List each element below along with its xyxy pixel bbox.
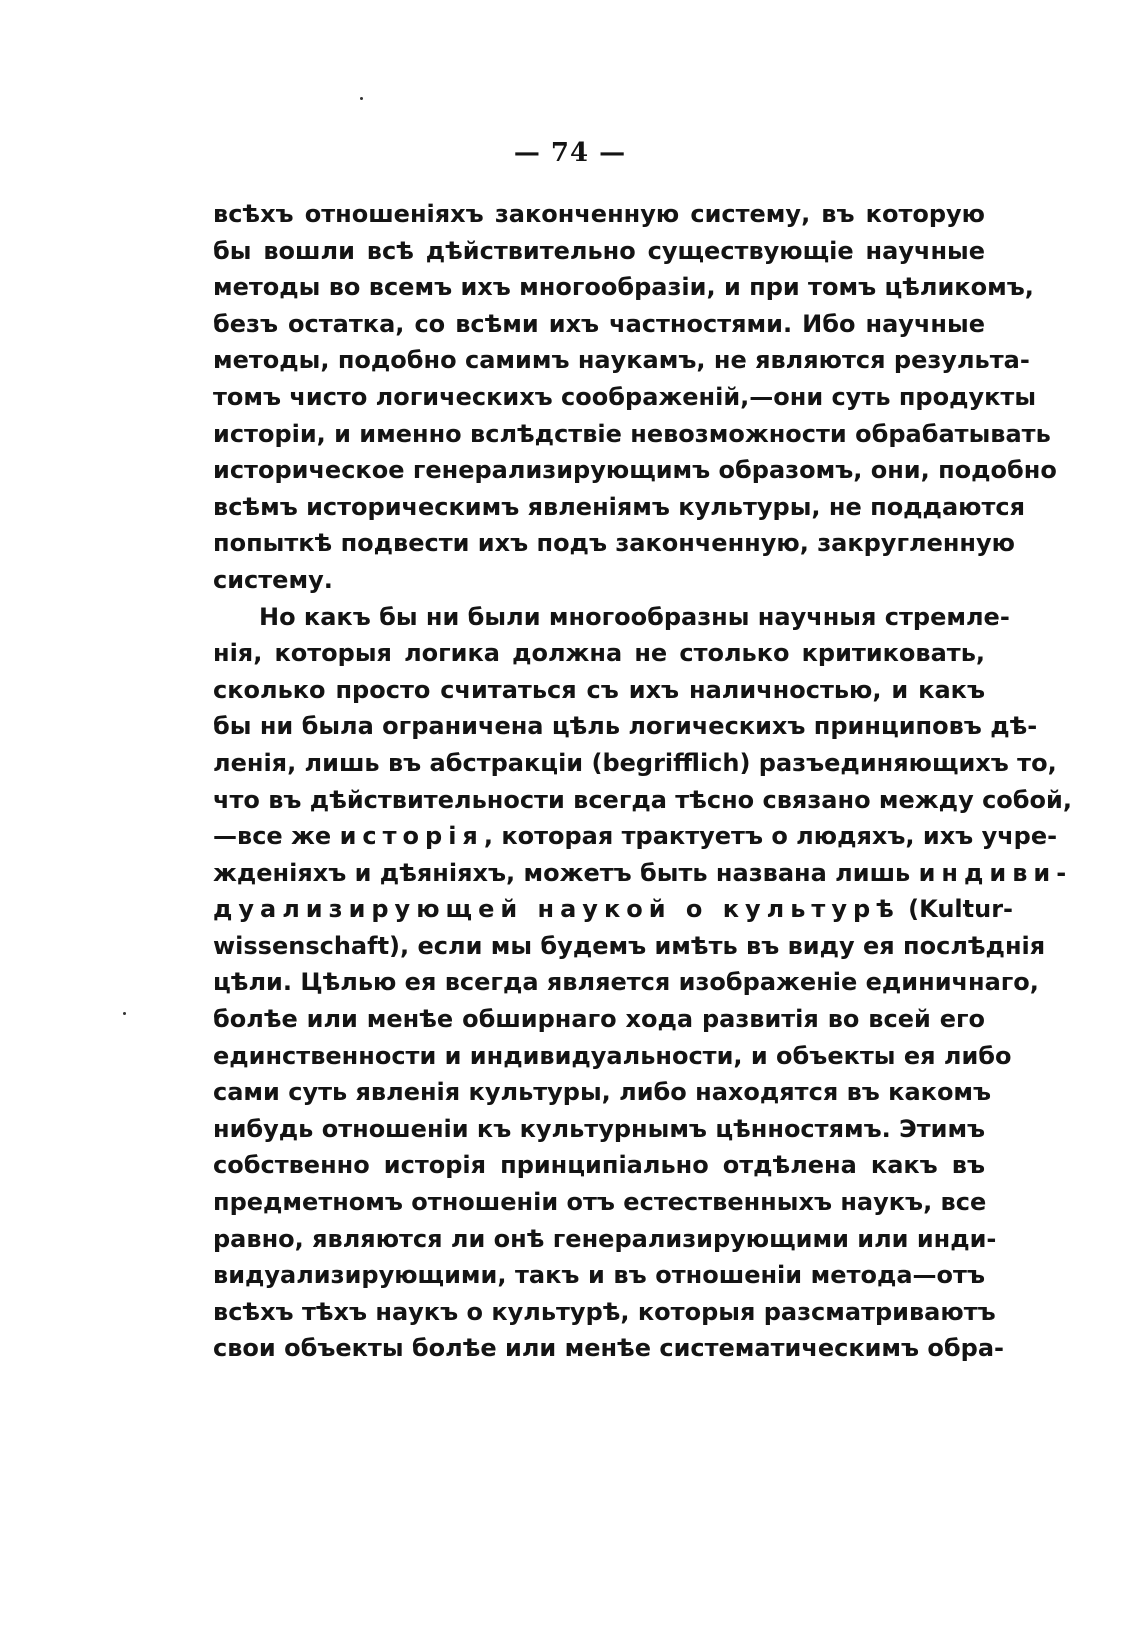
scan-speck: [123, 1012, 126, 1015]
text-fragment: жденіяхъ и дѣяніяхъ, можетъ быть названа лишь: [213, 858, 911, 887]
text-line: сами суть явленія культуры, либо находятся въ какомъ: [213, 1078, 992, 1107]
text-line: всѣхъ отношеніяхъ законченную систему, въ которую: [213, 200, 985, 228]
spaced-term: исторія: [339, 822, 484, 851]
text-line: нія, которыя логика должна не столько критиковать,: [213, 639, 985, 668]
text-line: томъ чисто логическихъ соображеній,—они суть продукты: [213, 382, 1037, 411]
text-line: единственности и индивидуальности, и объекты ея либо: [213, 1041, 1012, 1070]
text-line: всѣмъ историческимъ явленіямъ культуры, не поддаются: [213, 492, 1026, 521]
text-line: историческое генерализирующимъ образомъ, они, подобно: [213, 456, 1057, 485]
text-line: методы во всемъ ихъ многообразіи, и при томъ цѣликомъ,: [213, 273, 1034, 302]
text-line: бы ни была ограничена цѣль логическихъ принциповъ дѣ-: [213, 712, 1038, 741]
spaced-term: индиви-: [918, 858, 1073, 887]
text-line: [213, 818, 1058, 855]
text-line: свои объекты болѣе или менѣе систематическимъ обра-: [213, 1334, 1005, 1363]
body-text: [213, 196, 1073, 1367]
text-line: попыткѣ подвести ихъ подъ законченную, закругленную: [213, 529, 1015, 558]
text-line: исторіи, и именно вслѣдствіе невозможности обрабатывать: [213, 419, 1051, 448]
text-line: видуализирующими, такъ и въ отношеніи метода—отъ: [213, 1261, 985, 1290]
page-number: — 74 —: [513, 138, 627, 168]
text-line: [213, 891, 1013, 928]
spaced-term: дуализирующей наукой о культурѣ: [213, 895, 900, 924]
text-line: что въ дѣйствительности всегда тѣсно связано между собой,: [213, 785, 1072, 814]
text-line: собственно исторія принципіально отдѣлена какъ въ: [213, 1151, 985, 1180]
scan-speck: [360, 97, 363, 100]
text-fragment: , которая трактуетъ о людяхъ, ихъ учре-: [483, 822, 1058, 851]
text-line: безъ остатка, со всѣми ихъ частностями. Ибо научные: [213, 309, 985, 338]
text-line: Но какъ бы ни были многообразны научныя стремле-: [259, 602, 1010, 631]
text-line: нибудь отношеніи къ культурнымъ цѣнностямъ. Этимъ: [213, 1114, 986, 1143]
text-line: равно, являются ли онѣ генерализирующими или инди-: [213, 1224, 997, 1253]
text-fragment: —все же: [213, 822, 332, 851]
text-fragment: (Kultur-: [908, 895, 1013, 924]
text-line: [213, 855, 1073, 892]
text-line: предметномъ отношеніи отъ естественныхъ наукъ, все: [213, 1188, 987, 1217]
text-line: цѣли. Цѣлью ея всегда является изображеніе единичнаго,: [213, 968, 1039, 997]
text-line: всѣхъ тѣхъ наукъ о культурѣ, которыя разсматриваютъ: [213, 1297, 996, 1326]
text-line: бы вошли всѣ дѣйствительно существующіе научные: [213, 236, 985, 265]
text-line: ленія, лишь въ абстракціи (begrifflich) разъединяющихъ то,: [213, 748, 1057, 777]
text-line: сколько просто считаться съ ихъ наличностью, и какъ: [213, 675, 985, 704]
text-line: методы, подобно самимъ наукамъ, не являются результа-: [213, 346, 1030, 375]
text-line: систему.: [213, 565, 333, 594]
text-line: wissenschaft), если мы будемъ имѣть въ виду ея послѣднія: [213, 931, 1046, 960]
text-line: болѣе или менѣе обширнаго хода развитія во всей его: [213, 1005, 985, 1034]
